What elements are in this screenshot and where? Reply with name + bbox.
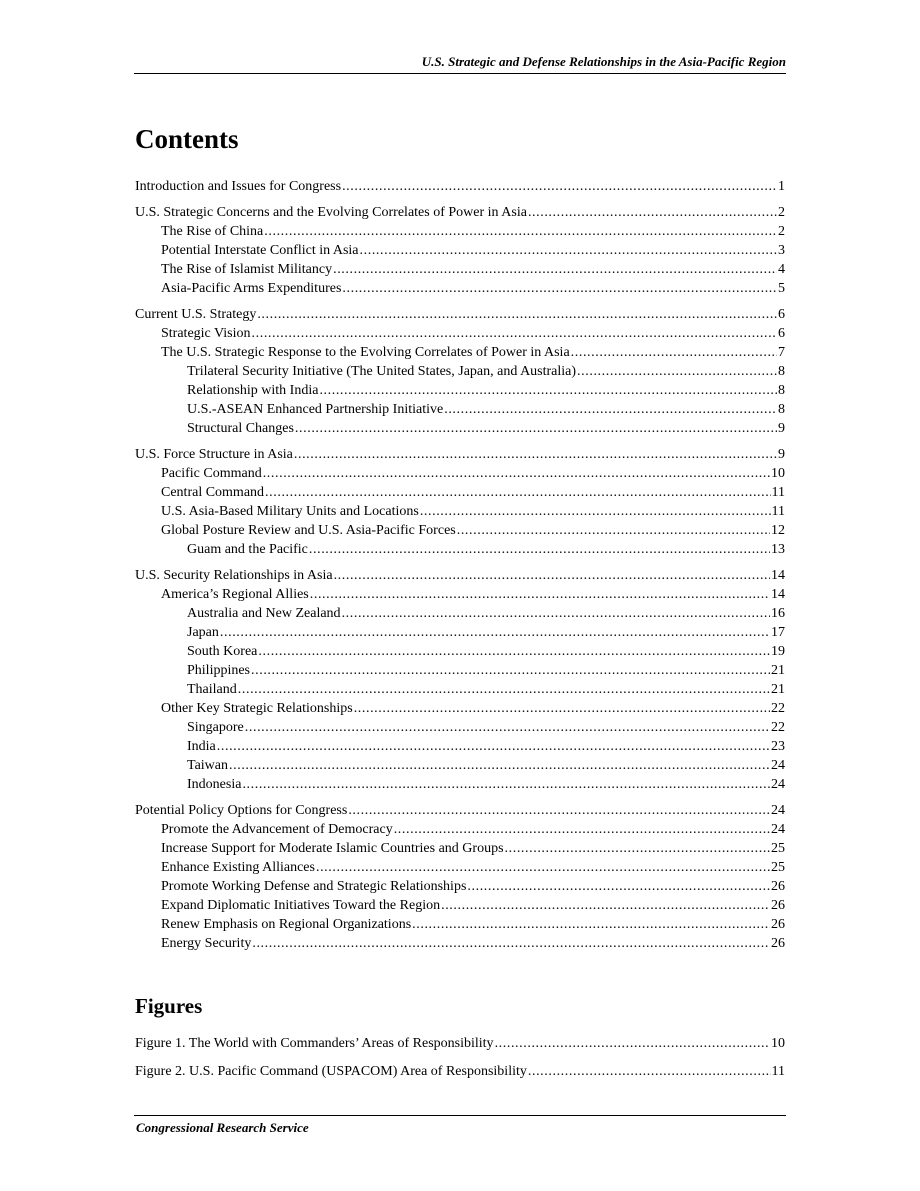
toc-entry-page: 24 bbox=[771, 758, 785, 773]
dot-leader bbox=[309, 540, 770, 559]
toc-entry-title: Japan bbox=[187, 625, 219, 640]
dot-leader bbox=[577, 362, 777, 381]
toc-entry-title: Energy Security bbox=[161, 936, 252, 951]
toc-entry-page: 5 bbox=[778, 281, 785, 296]
toc-entry-page: 14 bbox=[771, 568, 785, 583]
toc-entry[interactable] bbox=[135, 642, 785, 661]
toc-entry-title: Trilateral Security Initiative (The United States, Japan, and Australia) bbox=[187, 364, 577, 379]
toc-entry-title: Increase Support for Moderate Islamic Countries and Groups bbox=[161, 841, 504, 856]
toc-entry[interactable] bbox=[135, 279, 785, 298]
toc-entry-page: 26 bbox=[771, 879, 785, 894]
toc-entry-page: 11 bbox=[771, 504, 785, 519]
toc-entry[interactable] bbox=[135, 260, 785, 279]
toc-entry-title: The U.S. Strategic Response to the Evolving Correlates of Power in Asia bbox=[161, 345, 570, 360]
toc-entry-title: U.S.-ASEAN Enhanced Partnership Initiative bbox=[187, 402, 444, 417]
toc-entry-title: Other Key Strategic Relationships bbox=[161, 701, 353, 716]
dot-leader bbox=[245, 718, 770, 737]
toc-entry-page: 22 bbox=[771, 701, 785, 716]
toc-entry[interactable] bbox=[135, 756, 785, 775]
toc-entry-page: 26 bbox=[771, 898, 785, 913]
toc-entry-title: India bbox=[187, 739, 216, 754]
dot-leader bbox=[444, 400, 777, 419]
toc-entry[interactable] bbox=[135, 566, 785, 585]
toc-entry-page: 8 bbox=[778, 402, 785, 417]
dot-leader bbox=[528, 203, 777, 222]
toc-entry[interactable] bbox=[135, 896, 785, 915]
toc-entry-title: Figure 2. U.S. Pacific Command (USPACOM) Area of Responsibility bbox=[135, 1064, 527, 1079]
toc-entry[interactable] bbox=[135, 305, 785, 324]
toc-entry-title: U.S. Asia-Based Military Units and Locations bbox=[161, 504, 419, 519]
toc-entry[interactable] bbox=[135, 502, 785, 521]
toc-entry-page: 24 bbox=[771, 777, 785, 792]
figure-entry[interactable] bbox=[135, 1062, 785, 1081]
toc-entry-page: 4 bbox=[778, 262, 785, 277]
toc-entry-title: Thailand bbox=[187, 682, 237, 697]
header-rule bbox=[134, 73, 786, 74]
dot-leader bbox=[495, 1034, 770, 1053]
contents-title: Contents bbox=[135, 124, 239, 154]
dot-leader bbox=[242, 775, 770, 794]
toc-entry-page: 1 bbox=[778, 179, 785, 194]
toc-entry[interactable] bbox=[135, 203, 785, 222]
toc-entry-title: The Rise of China bbox=[161, 224, 264, 239]
toc-entry-page: 14 bbox=[771, 587, 785, 602]
toc-entry-page: 2 bbox=[778, 205, 785, 220]
dot-leader bbox=[412, 915, 770, 934]
dot-leader bbox=[342, 604, 770, 623]
toc-entry[interactable] bbox=[135, 400, 785, 419]
toc-entry[interactable] bbox=[135, 661, 785, 680]
toc-entry-page: 23 bbox=[771, 739, 785, 754]
dot-leader bbox=[571, 343, 777, 362]
toc-entry-title: Australia and New Zealand bbox=[187, 606, 341, 621]
dot-leader bbox=[257, 305, 777, 324]
footer-publisher: Congressional Research Service bbox=[136, 1120, 309, 1135]
figures-title: Figures bbox=[135, 994, 203, 1018]
toc-entry[interactable] bbox=[135, 718, 785, 737]
toc-entry-page: 3 bbox=[778, 243, 785, 258]
toc-entry-title: Strategic Vision bbox=[161, 326, 251, 341]
toc-entry[interactable] bbox=[135, 699, 785, 718]
toc-entry[interactable] bbox=[135, 177, 785, 196]
dot-leader bbox=[263, 464, 770, 483]
dot-leader bbox=[310, 585, 770, 604]
dot-leader bbox=[220, 623, 770, 642]
dot-leader bbox=[342, 279, 777, 298]
toc-entry-page: 21 bbox=[771, 682, 785, 697]
toc-entry-page: 12 bbox=[771, 523, 785, 538]
toc-entry[interactable] bbox=[135, 324, 785, 343]
dot-leader bbox=[333, 260, 777, 279]
toc-entry[interactable] bbox=[135, 362, 785, 381]
toc-entry[interactable] bbox=[135, 445, 785, 464]
dot-leader bbox=[238, 680, 770, 699]
toc-entry-page: 11 bbox=[771, 485, 785, 500]
toc-entry-title: U.S. Strategic Concerns and the Evolving Correlates of Power in Asia bbox=[135, 205, 527, 220]
toc-entry[interactable] bbox=[135, 604, 785, 623]
toc-entry-page: 6 bbox=[778, 326, 785, 341]
dot-leader bbox=[258, 642, 770, 661]
toc-entry-title: Figure 1. The World with Commanders’ Areas of Responsibility bbox=[135, 1036, 494, 1051]
dot-leader bbox=[505, 839, 770, 858]
toc-entry-title: The Rise of Islamist Militancy bbox=[161, 262, 333, 277]
toc-entry[interactable] bbox=[135, 801, 785, 820]
toc-entry-title: Global Posture Review and U.S. Asia-Pacific Forces bbox=[161, 523, 456, 538]
toc-entry-page: 2 bbox=[778, 224, 785, 239]
toc-entry-page: 8 bbox=[778, 383, 785, 398]
dot-leader bbox=[441, 896, 770, 915]
toc-entry-title: Relationship with India bbox=[187, 383, 319, 398]
toc-entry[interactable] bbox=[135, 521, 785, 540]
toc-entry-page: 7 bbox=[778, 345, 785, 360]
toc-entry[interactable] bbox=[135, 381, 785, 400]
toc-entry-page: 6 bbox=[778, 307, 785, 322]
dot-leader bbox=[295, 419, 777, 438]
toc-entry-title: Expand Diplomatic Initiatives Toward the Region bbox=[161, 898, 441, 913]
toc-entry-page: 9 bbox=[778, 447, 785, 462]
toc-entry[interactable] bbox=[135, 934, 785, 953]
toc-entry-page: 26 bbox=[771, 936, 785, 951]
toc-entry-page: 22 bbox=[771, 720, 785, 735]
toc-entry-page: 24 bbox=[771, 822, 785, 837]
toc-entry-page: 10 bbox=[771, 466, 785, 481]
toc-entry-title: America’s Regional Allies bbox=[161, 587, 309, 602]
dot-leader bbox=[294, 445, 777, 464]
toc-entry-title: South Korea bbox=[187, 644, 258, 659]
list-of-figures bbox=[135, 1034, 785, 1081]
toc-entry[interactable] bbox=[135, 222, 785, 241]
dot-leader bbox=[316, 858, 770, 877]
toc-entry-page: 24 bbox=[771, 803, 785, 818]
toc-entry-page: 13 bbox=[771, 542, 785, 557]
dot-leader bbox=[229, 756, 770, 775]
toc-entry-title: U.S. Force Structure in Asia bbox=[135, 447, 293, 462]
toc-entry[interactable] bbox=[135, 585, 785, 604]
toc-entry-title: Asia-Pacific Arms Expenditures bbox=[161, 281, 342, 296]
toc-entry[interactable] bbox=[135, 464, 785, 483]
toc-entry-page: 9 bbox=[778, 421, 785, 436]
dot-leader bbox=[360, 241, 777, 260]
dot-leader bbox=[251, 661, 770, 680]
toc-entry-page: 25 bbox=[771, 841, 785, 856]
toc-entry-title: Renew Emphasis on Regional Organizations bbox=[161, 917, 412, 932]
toc-entry-title: Enhance Existing Alliances bbox=[161, 860, 315, 875]
dot-leader bbox=[457, 521, 770, 540]
toc-entry-title: Introduction and Issues for Congress bbox=[135, 179, 342, 194]
toc-entry[interactable] bbox=[135, 241, 785, 260]
toc-entry[interactable] bbox=[135, 343, 785, 362]
toc-entry-page: 16 bbox=[771, 606, 785, 621]
toc-entry-title: Philippines bbox=[187, 663, 251, 678]
toc-entry[interactable] bbox=[135, 775, 785, 794]
table-of-contents bbox=[135, 177, 785, 953]
dot-leader bbox=[252, 324, 777, 343]
toc-entry[interactable] bbox=[135, 419, 785, 438]
running-header: U.S. Strategic and Defense Relationships in the Asia-Pacific Region bbox=[421, 54, 786, 69]
toc-entry-title: Pacific Command bbox=[161, 466, 262, 481]
toc-entry[interactable] bbox=[135, 877, 785, 896]
dot-leader bbox=[217, 737, 770, 756]
dot-leader bbox=[264, 222, 777, 241]
toc-entry[interactable] bbox=[135, 839, 785, 858]
toc-entry[interactable] bbox=[135, 623, 785, 642]
toc-entry-page: 21 bbox=[771, 663, 785, 678]
toc-entry-page: 8 bbox=[778, 364, 785, 379]
toc-entry[interactable] bbox=[135, 483, 785, 502]
toc-entry[interactable] bbox=[135, 820, 785, 839]
toc-entry-page: 11 bbox=[771, 1064, 785, 1079]
toc-entry-title: Promote the Advancement of Democracy bbox=[161, 822, 393, 837]
footer-rule bbox=[134, 1115, 786, 1116]
toc-entry-title: Indonesia bbox=[187, 777, 242, 792]
dot-leader bbox=[265, 483, 770, 502]
dot-leader bbox=[342, 177, 777, 196]
toc-entry[interactable] bbox=[135, 858, 785, 877]
toc-entry[interactable] bbox=[135, 680, 785, 699]
dot-leader bbox=[252, 934, 770, 953]
toc-entry-title: Structural Changes bbox=[187, 421, 294, 436]
toc-entry[interactable] bbox=[135, 540, 785, 559]
toc-entry-title: Current U.S. Strategy bbox=[135, 307, 257, 322]
toc-entry-title: Central Command bbox=[161, 485, 265, 500]
dot-leader bbox=[319, 381, 777, 400]
toc-entry-page: 19 bbox=[771, 644, 785, 659]
dot-leader bbox=[334, 566, 770, 585]
toc-entry-title: Promote Working Defense and Strategic Relationships bbox=[161, 879, 467, 894]
toc-entry-title: Potential Policy Options for Congress bbox=[135, 803, 348, 818]
toc-entry-title: U.S. Security Relationships in Asia bbox=[135, 568, 333, 583]
toc-entry-page: 25 bbox=[771, 860, 785, 875]
toc-entry[interactable] bbox=[135, 737, 785, 756]
dot-leader bbox=[348, 801, 770, 820]
dot-leader bbox=[467, 877, 770, 896]
toc-entry-page: 26 bbox=[771, 917, 785, 932]
toc-entry[interactable] bbox=[135, 915, 785, 934]
dot-leader bbox=[354, 699, 770, 718]
toc-entry-title: Taiwan bbox=[187, 758, 229, 773]
dot-leader bbox=[394, 820, 770, 839]
toc-entry-title: Guam and the Pacific bbox=[187, 542, 308, 557]
toc-entry-title: Potential Interstate Conflict in Asia bbox=[161, 243, 359, 258]
dot-leader bbox=[528, 1062, 771, 1081]
toc-entry-page: 10 bbox=[771, 1036, 785, 1051]
figure-entry[interactable] bbox=[135, 1034, 785, 1053]
toc-entry-page: 17 bbox=[771, 625, 785, 640]
toc-entry-title: Singapore bbox=[187, 720, 244, 735]
dot-leader bbox=[420, 502, 771, 521]
